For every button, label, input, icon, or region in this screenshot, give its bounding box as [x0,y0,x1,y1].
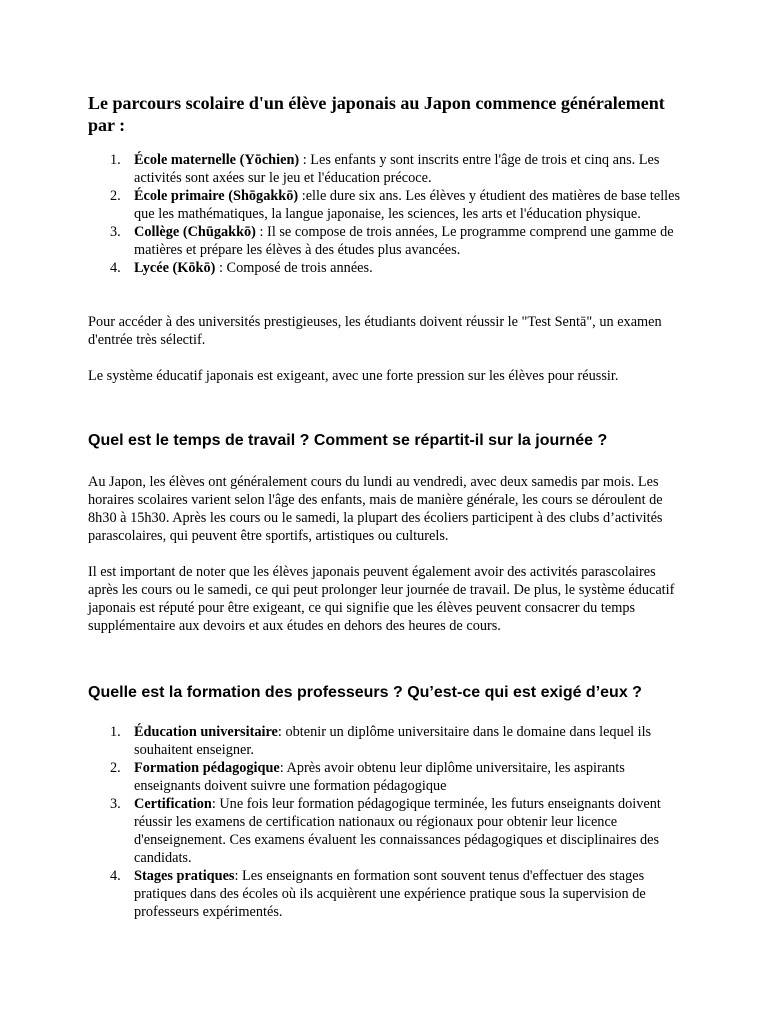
list-item: 4. Stages pratiques: Les enseignants en formation sont souvent tenus d'effectuer des stages pratiques dans des écoles où ils acquièrent une expérience pratique sous la supervision de professeurs expérimentés. [110,868,646,920]
section-title-school-path: Le parcours scolaire d'un élève japonais au Japon commence généralement par : [88,93,665,135]
list-item: 2. École primaire (Shōgakkō) :elle dure six ans. Les élèves y étudient des matières de base telles que les mathématiques, la langue japonaise, les sciences, les arts et l'éducation physique. [110,188,681,222]
school-stages-list [88,151,688,277]
list-item: 4. Lycée (Kōkō) : Composé de trois années. [110,260,373,276]
paragraph-schedule: Au Japon, les élèves ont généralement cours du lundi au vendredi, avec deux samedis par mois. Les horaires scolaires varient selon l'âge des enfants, mais de manière générale, les cours se déroulent de 8h30 à 15h30. Après les cours ou le samedi, la plupart des écoliers participent à des clubs d’activités parascolaires, qui peuvent être sportifs, artistiques ou culturels. [88,474,663,544]
section-heading-work-time: Quel est le temps de travail ? Comment se répartit-il sur la journée ? [88,432,608,449]
section-school-path [88,92,688,136]
paragraph-extracurricular: Il est important de noter que les élèves japonais peuvent également avoir des activités parascolaires après les cours ou le samedi, ce qui peut prolonger leur journée de travail. De plus, le système éducatif japonais est réputé pour être exigeant, ce qui signifie que les élèves peuvent consacrer du temps supplémentaire aux devoirs et aux études en dehors des heures de cours. [88,564,675,634]
paragraph-system-pressure: Le système éducatif japonais est exigeant, avec une forte pression sur les élèves pour réussir. [88,368,619,384]
list-item: 3. Collège (Chūgakkō) : Il se compose de trois années, Le programme comprend une gamme de matières et prépare les élèves à des études plus avancées. [110,224,674,258]
teacher-training-list [88,723,688,921]
list-item: 3. Certification: Une fois leur formation pédagogique terminée, les futurs enseignants doivent réussir les examens de certification nationaux ou régionaux pour obtenir leur licence d'enseignement. Ces examens évaluent les connaissances pédagogiques et disciplinaires des candidats. [110,796,661,866]
list-item: 2. Formation pédagogique: Après avoir obtenu leur diplôme universitaire, les aspirants enseignants doivent suivre une formation pédagogique [110,760,625,794]
list-item: 1. Éducation universitaire: obtenir un diplôme universitaire dans le domaine dans lequel ils souhaitent enseigner. [110,724,652,758]
list-item: 1. École maternelle (Yōchien) : Les enfants y sont inscrits entre l'âge de trois et cinq ans. Les activités sont axées sur le jeu et l'éducation précoce. [110,152,660,186]
paragraph-university-exam: Pour accéder à des universités prestigieuses, les étudiants doivent réussir le "Test Sentā", un examen d'entrée très sélectif. [88,314,662,348]
section-heading-teacher-training: Quelle est la formation des professeurs ? Qu’est-ce qui est exigé d’eux ? [88,684,642,701]
